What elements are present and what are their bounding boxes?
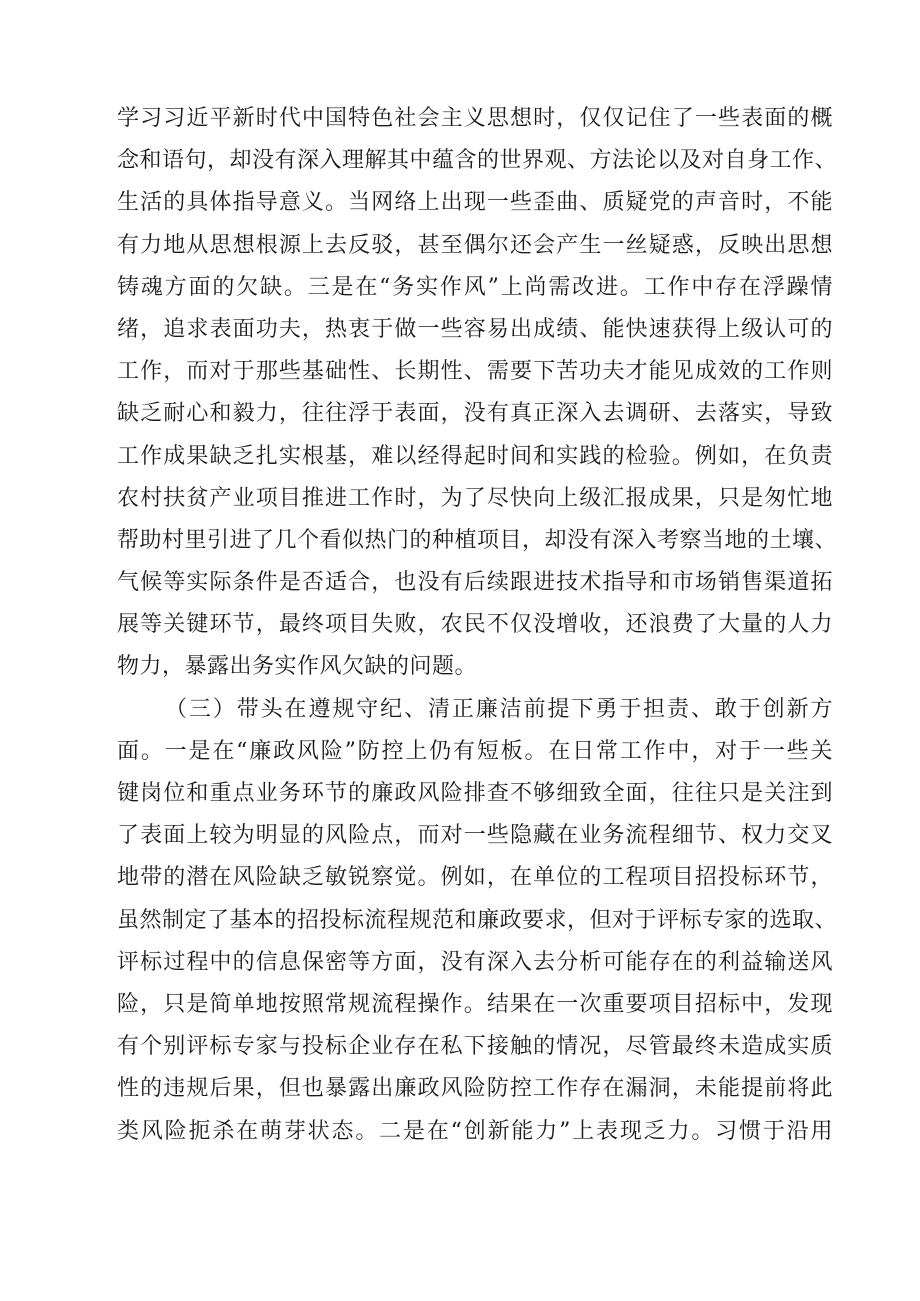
text-line: 有个别评标专家与投标企业存在私下接触的情况，尽管最终未造成实质 <box>117 1034 833 1060</box>
text-line: 工作，而对于那些基础性、长期性、需要下苦功夫才能见成效的工作则 <box>117 359 833 385</box>
body-text <box>117 98 838 1153</box>
text-line: 生活的具体指导意义。当网络上出现一些歪曲、质疑党的声音时，不能 <box>117 190 833 216</box>
section-heading-line: （三）带头在遵规守纪、清正廉洁前提下勇于担责、敢于创新方 <box>165 696 833 722</box>
text-line: 缺乏耐心和毅力，往往浮于表面，没有真正深入去调研、去落实，导致 <box>117 401 833 427</box>
text-line: 绪，追求表面功夫，热衷于做一些容易出成绩、能快速获得上级认可的 <box>117 316 833 342</box>
text-line: 农村扶贫产业项目推进工作时，为了尽快向上级汇报成果，只是匆忙地 <box>117 485 833 511</box>
text-line: 气候等实际条件是否适合，也没有后续跟进技术指导和市场销售渠道拓 <box>117 570 833 596</box>
text-line: 类风险扼杀在萌芽状态。二是在“创新能力”上表现乏力。习惯于沿用 <box>117 1118 833 1144</box>
text-line: 帮助村里引进了几个看似热门的种植项目，却没有深入考察当地的土壤、 <box>117 527 838 553</box>
text-line: 险，只是简单地按照常规流程操作。结果在一次重要项目招标中，发现 <box>117 991 833 1017</box>
text-line: 铸魂方面的欠缺。三是在“务实作风”上尚需改进。工作中存在浮躁情 <box>117 274 833 300</box>
text-line: 物力，暴露出务实作风欠缺的问题。 <box>117 654 478 680</box>
text-line: 地带的潜在风险缺乏敏锐察觉。例如，在单位的工程项目招投标环节， <box>117 865 833 891</box>
text-line: 性的违规后果，但也暴露出廉政风险防控工作存在漏洞，未能提前将此 <box>117 1076 833 1102</box>
text-line: 了表面上较为明显的风险点，而对一些隐藏在业务流程细节、权力交叉 <box>117 823 833 849</box>
text-line: 面。一是在“廉政风险”防控上仍有短板。在日常工作中，对于一些关 <box>117 738 833 764</box>
text-line: 虽然制定了基本的招投标流程规范和廉政要求，但对于评标专家的选取、 <box>117 907 838 933</box>
text-line: 学习习近平新时代中国特色社会主义思想时，仅仅记住了一些表面的概 <box>117 106 833 131</box>
text-line: 念和语句，却没有深入理解其中蕴含的世界观、方法论以及对自身工作、 <box>117 148 838 174</box>
text-line: 工作成果缺乏扎实根基，难以经得起时间和实践的检验。例如，在负责 <box>117 443 833 469</box>
text-line: 键岗位和重点业务环节的廉政风险排查不够细致全面，往往只是关注到 <box>117 781 833 806</box>
text-line: 展等关键环节，最终项目失败，农民不仅没增收，还浪费了大量的人力 <box>117 612 833 638</box>
text-line: 有力地从思想根源上去反驳，甚至偶尔还会产生一丝疑惑，反映出思想 <box>117 232 833 258</box>
text-line: 评标过程中的信息保密等方面，没有深入去分析可能存在的利益输送风 <box>117 949 833 975</box>
